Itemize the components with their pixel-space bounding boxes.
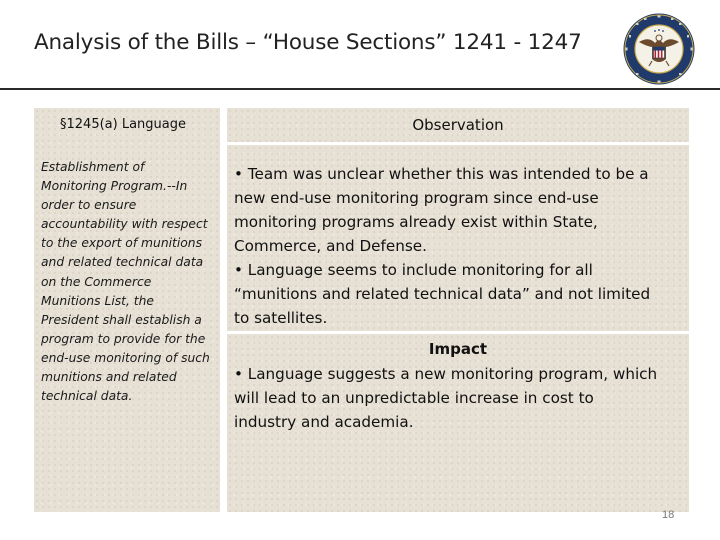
impact-text: • Language suggests a new monitoring program, which will lead to an unpredictable increase in cost to industry and academia. <box>234 365 658 431</box>
department-of-state-seal-icon <box>622 12 696 86</box>
language-text: Establishment of Monitoring Program.--In order to ensure accountability with respect to the export of munitions and related technical data on the Commerce Munitions List, the President shall establish a program to provide for the end-use monitoring of such munitions and related technical data. <box>41 160 210 404</box>
page-number: 18 <box>662 509 675 521</box>
slide-title: Analysis of the Bills – “House Sections” 1241 - 1247 <box>34 30 582 55</box>
impact-header: Impact <box>428 340 488 358</box>
title-divider <box>0 88 720 90</box>
observation-text: • Team was unclear whether this was intended to be a new end-use monitoring program since end-use monitoring programs already exist within State, Commerce, and Defense. • Language seems to include monitoring for all “munitions and related technical data” and not limited to satellites. <box>234 165 651 327</box>
language-header: §1245(a) Language <box>60 117 186 132</box>
observation-header: Observation <box>412 116 504 134</box>
